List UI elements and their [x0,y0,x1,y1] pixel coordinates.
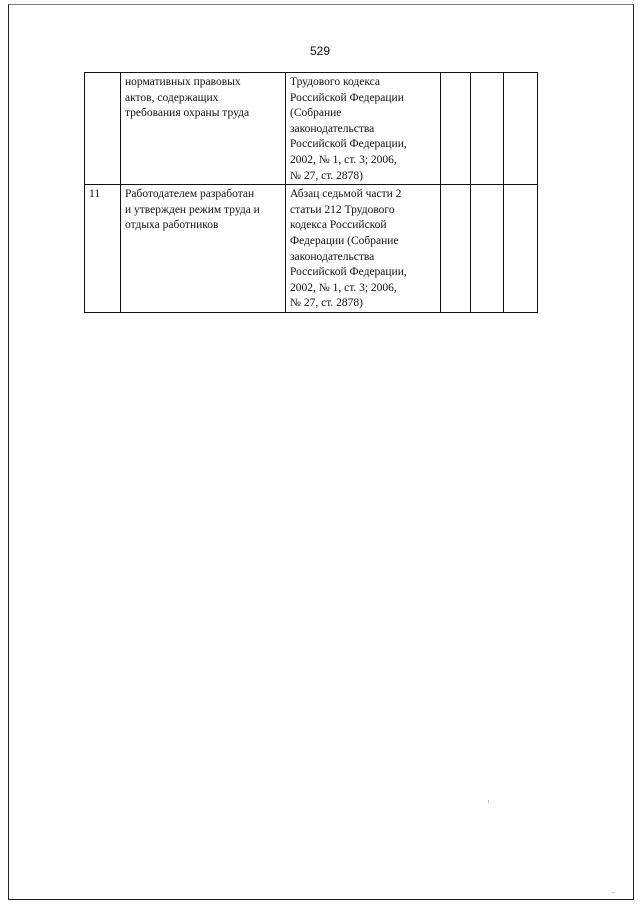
requirement-cell: нормативных правовых актов, содержащих требования охраны труда [121,73,286,185]
answer-no-cell [471,185,504,313]
answer-na-cell [504,73,538,185]
page-number: 529 [309,44,331,58]
row-number-cell [85,73,121,185]
answer-na-cell [504,185,538,313]
answer-yes-cell [441,73,471,185]
table-row [85,73,538,185]
table-row [85,185,538,313]
legal-reference-cell: Абзац седьмой части 2 статьи 212 Трудового кодекса Российской Федерации (Собрание законодательства Российской Федерации, 2002, № 1, ст. 3; 2006, № 27, ст. 2878) [286,185,441,313]
requirement-cell: Работодателем разработан и утвержден режим труда и отдыха работников [121,185,286,313]
scan-speck [612,892,614,893]
legal-reference-cell: Трудового кодекса Российской Федерации (Собрание законодательства Российской Федерации, 2002, № 1, ст. 3; 2006, № 27, ст. 2878) [286,73,441,185]
answer-no-cell [471,73,504,185]
scan-speck [488,800,489,803]
answer-yes-cell [441,185,471,313]
row-number-cell: 11 [85,185,121,313]
checklist-table [84,72,538,313]
